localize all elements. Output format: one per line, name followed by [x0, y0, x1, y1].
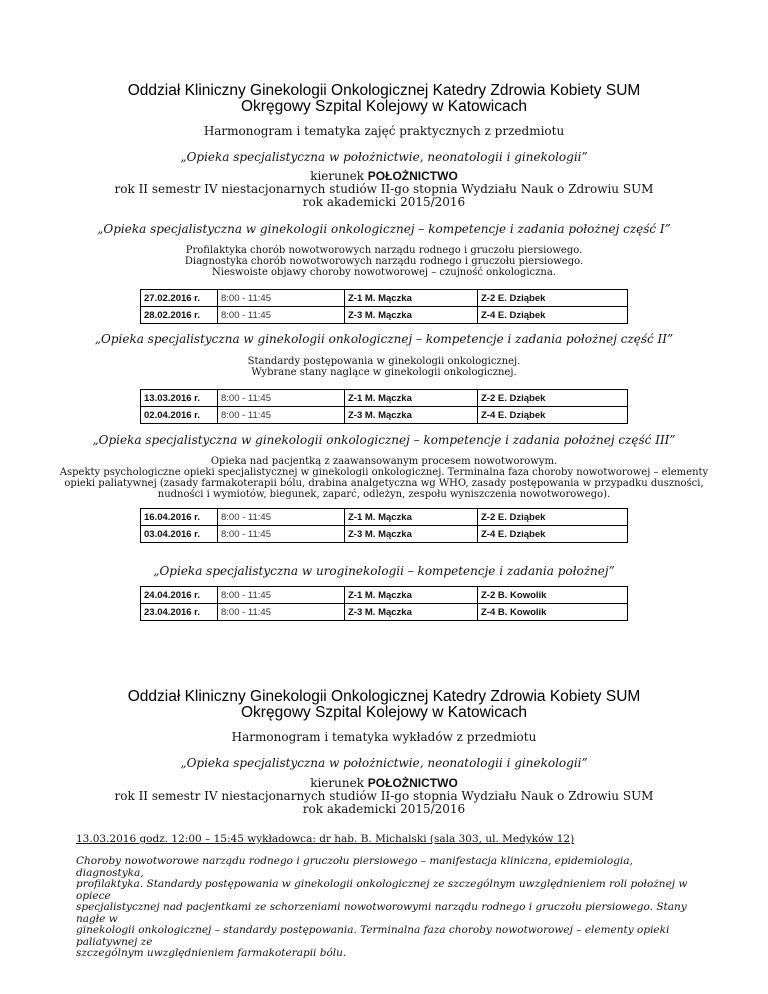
hours-cell: 8:00 - 11:45 [218, 587, 345, 604]
block2-schedule-table [140, 389, 628, 424]
date-cell: 23.04.2016 r. [141, 604, 218, 621]
lecture-topic-line: profilaktyka. Standardy postępowania w ginekologii onkologicznej ze szczególnym uwzględnieniem roli położnej w opiece [76, 878, 688, 902]
group-cell: Z-3 M. Mączka [345, 604, 478, 621]
date-cell: 24.04.2016 r. [141, 587, 218, 604]
block3-topic: nudności i wymiotów, biegunek, zaparć, odleżyn, zespołu wyniszczenia nowotworowego). [157, 489, 611, 500]
lecture-topic-line: specjalistycznej nad pacjentkami ze schorzeniami nowotworowymi narządu rodnego i gruczołu piersiowego. Stany nagłe w [76, 901, 687, 925]
block1-topic: Nieswoiste objawy choroby nowotworowej – czujność onkologiczna. [212, 267, 556, 278]
group-cell: Z-1 M. Mączka [345, 587, 478, 604]
block4-schedule-table [140, 586, 628, 621]
section2-title-line2: Okręgowy Szpital Kolejowy w Katowicach [240, 704, 527, 721]
section1-academic-year: rok akademicki 2015/2016 [302, 195, 466, 209]
section2-subject: „Opieka specjalistyczna w położnictwie, neonatologii i ginekologii” [180, 756, 588, 770]
group-cell: Z-4 E. Dziąbek [478, 407, 628, 424]
table-row [141, 587, 628, 604]
date-cell: 28.02.2016 r. [141, 307, 218, 324]
block3-heading: „Opieka specjalistyczna w ginekologii onkologicznej – kompetencje i zadania położnej część III” [92, 433, 676, 447]
block4-heading: „Opieka specjalistyczna w uroginekologii – kompetencje i zadania położnej” [153, 564, 615, 578]
group-cell: Z-3 M. Mączka [345, 307, 478, 324]
section2-academic-year: rok akademicki 2015/2016 [302, 802, 466, 816]
group-cell: Z-4 E. Dziąbek [478, 307, 628, 324]
hours-cell: 8:00 - 11:45 [218, 390, 345, 407]
block3-topic: Opieka nad pacjentką z zaawansowanym procesem nowotworowym. [210, 456, 558, 467]
lecture-topic-line: ginekologii onkologicznej – standardy postępowania. Terminalna faza choroby nowotworowej – elementy opieki paliatywnej ze [76, 924, 670, 948]
table-row [141, 307, 628, 324]
group-cell: Z-2 E. Dziąbek [478, 509, 628, 526]
lecture-info: 13.03.2016 godz. 12:00 – 15:45 wykładowca: dr hab. B. Michalski (sala 303, ul. Medyków 12) [76, 833, 575, 845]
section1-year-info: rok II semestr IV niestacjonarnych studiów II-go stopnia Wydziału Nauk o Zdrowiu SUM [114, 182, 654, 196]
field-name: POŁOŻNICTWO [367, 776, 458, 790]
date-cell: 27.02.2016 r. [141, 290, 218, 307]
block2-heading: „Opieka specjalistyczna w ginekologii onkologicznej – kompetencje i zadania położnej część II” [94, 332, 674, 346]
block1-heading: „Opieka specjalistyczna w ginekologii onkologicznej – kompetencje i zadania położnej część I” [97, 222, 671, 236]
section1-subtitle: Harmonogram i tematyka zajęć praktycznych z przedmiotu [203, 124, 565, 138]
table-row [141, 290, 628, 307]
lecture-topic-line: szczególnym uwzględnieniem farmakoterapii bólu. [76, 947, 347, 959]
block1-topic: Profilaktyka chorób nowotworowych narządu rodnego i gruczołu piersiowego. [185, 245, 583, 256]
group-cell: Z-3 M. Mączka [345, 526, 478, 543]
date-cell: 16.04.2016 r. [141, 509, 218, 526]
hours-cell: 8:00 - 11:45 [218, 307, 345, 324]
date-cell: 02.04.2016 r. [141, 407, 218, 424]
hours-cell: 8:00 - 11:45 [218, 509, 345, 526]
group-cell: Z-4 B. Kowolik [478, 604, 628, 621]
table-row [141, 407, 628, 424]
group-cell: Z-2 B. Kowolik [478, 587, 628, 604]
block1-topic: Diagnostyka chorób nowotworowych narządu rodnego i gruczołu piersiowego. [184, 256, 584, 267]
section2-subtitle: Harmonogram i tematyka wykładów z przedmiotu [231, 730, 537, 744]
section2-title-line1: Oddział Kliniczny Ginekologii Onkologicznej Katedry Zdrowia Kobiety SUM [127, 688, 641, 705]
section1-title-line2: Okręgowy Szpital Kolejowy w Katowicach [240, 98, 527, 115]
block3-schedule-table [140, 508, 628, 543]
block3-topic: opieki paliatywnej (zasady farmakoterapii bólu, drabina analgetyczna wg WHO, zasady postępowania w przypadku duszności, [64, 478, 704, 489]
section1-subject: „Opieka specjalistyczna w położnictwie, neonatologii i ginekologii” [180, 150, 588, 164]
hours-cell: 8:00 - 11:45 [218, 604, 345, 621]
lecture-topic-line: Choroby nowotworowe narządu rodnego i gruczołu piersiowego – manifestacja kliniczna, epidemiologia, diagnostyka, [76, 855, 633, 879]
section2-year-info: rok II semestr IV niestacjonarnych studiów II-go stopnia Wydziału Nauk o Zdrowiu SUM [114, 789, 654, 803]
block2-topic: Standardy postępowania w ginekologii onkologicznej. [247, 356, 521, 367]
group-cell: Z-2 E. Dziąbek [478, 290, 628, 307]
hours-cell: 8:00 - 11:45 [218, 407, 345, 424]
group-cell: Z-1 M. Mączka [345, 509, 478, 526]
hours-cell: 8:00 - 11:45 [218, 526, 345, 543]
hours-cell: 8:00 - 11:45 [218, 290, 345, 307]
block2-topic: Wybrane stany naglące w ginekologii onkologicznej. [251, 367, 517, 378]
date-cell: 13.03.2016 r. [141, 390, 218, 407]
block3-topic: Aspekty psychologiczne opieki specjalistycznej w ginekologii onkologicznej. Terminalna faza choroby nowotworowej – elementy [59, 467, 709, 478]
field-prefix: kierunek [310, 776, 364, 790]
group-cell: Z-1 M. Mączka [345, 390, 478, 407]
group-cell: Z-2 E. Dziąbek [478, 390, 628, 407]
group-cell: Z-3 M. Mączka [345, 407, 478, 424]
group-cell: Z-1 M. Mączka [345, 290, 478, 307]
table-row [141, 509, 628, 526]
section1-title-line1: Oddział Kliniczny Ginekologii Onkologicznej Katedry Zdrowia Kobiety SUM [127, 82, 641, 99]
field-name: POŁOŻNICTWO [367, 169, 458, 183]
lecture-topics [76, 856, 696, 960]
field-prefix: kierunek [310, 169, 364, 183]
group-cell: Z-4 E. Dziąbek [478, 526, 628, 543]
table-row [141, 390, 628, 407]
block1-schedule-table [140, 289, 628, 324]
date-cell: 03.04.2016 r. [141, 526, 218, 543]
table-row [141, 526, 628, 543]
table-row [141, 604, 628, 621]
